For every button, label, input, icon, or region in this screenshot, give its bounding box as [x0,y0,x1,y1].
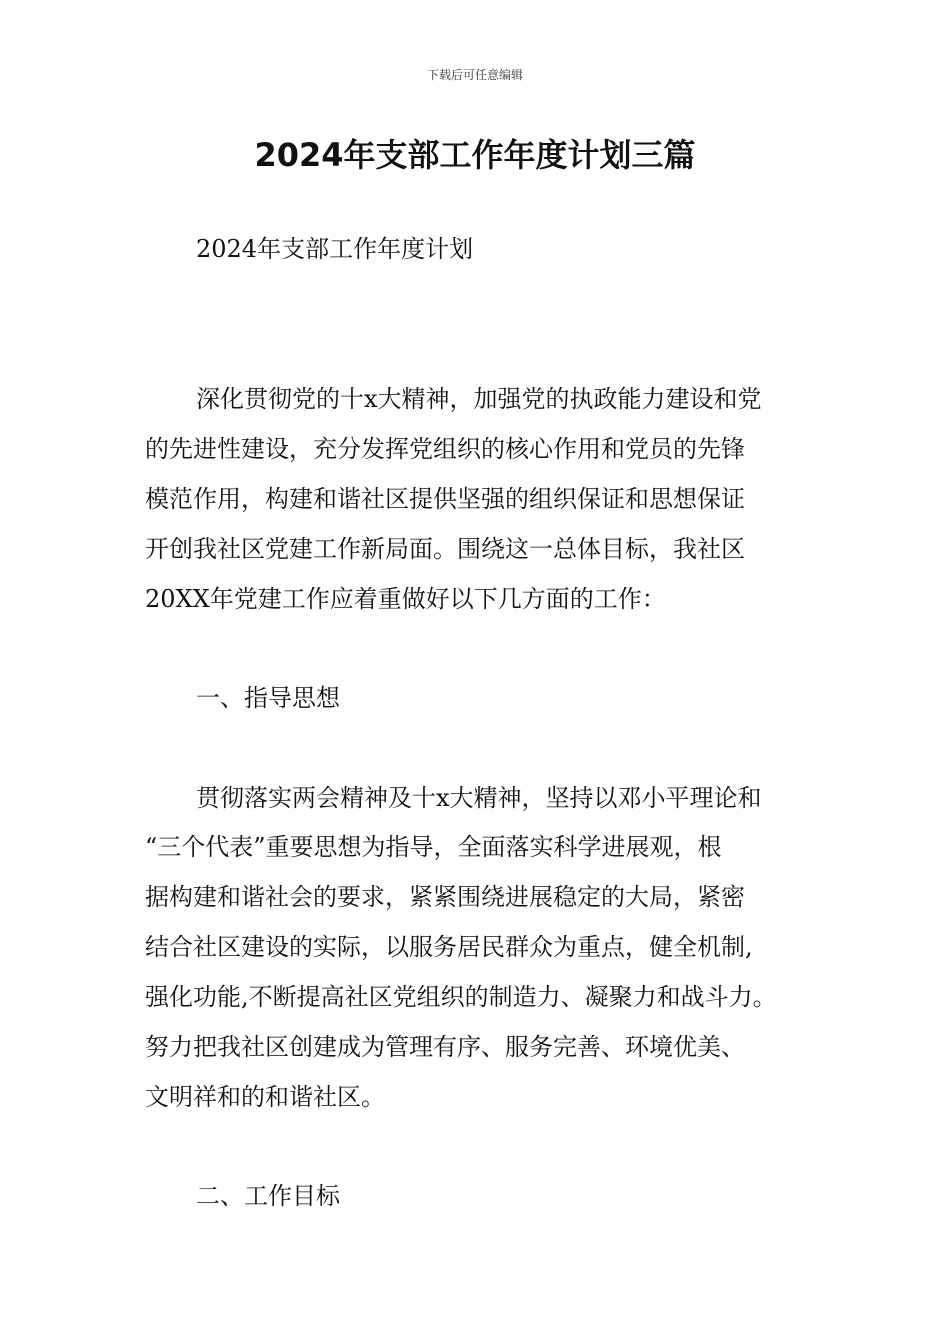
section1-line: “三个代表”重要思想为指导，全面落实科学进展观，根 [145,833,722,861]
section-heading-work-goals: 二、工作目标 [196,1182,340,1210]
section1-line: 努力把我社区创建成为管理有序、服务完善、环境优美、 [145,1033,745,1061]
section1-line: 贯彻落实两会精神及十x大精神，坚持以邓小平理论和 [196,784,762,812]
intro-line: 模范作用，构建和谐社区提供坚强的组织保证和思想保证 [145,485,745,513]
intro-line: 20XX年党建工作应着重做好以下几方面的工作： [145,585,666,613]
document-title: 2024年支部工作年度计划三篇 [254,136,696,174]
subtitle: 2024年支部工作年度计划 [196,235,474,263]
section1-line: 强化功能,不断提高社区党组织的制造力、凝聚力和战斗力。 [145,983,777,1011]
header-note: 下载后可任意编辑 [426,68,523,82]
section1-line: 结合社区建设的实际，以服务居民群众为重点，健全机制, [145,933,753,961]
intro-line: 深化贯彻党的十x大精神，加强党的执政能力建设和党 [196,385,762,413]
intro-line: 开创我社区党建工作新局面。围绕这一总体目标，我社区 [145,535,745,563]
intro-line: 的先进性建设，充分发挥党组织的核心作用和党员的先锋 [145,435,745,463]
section-heading-guiding-ideology: 一、指导思想 [196,684,340,712]
section1-line: 据构建和谐社会的要求，紧紧围绕进展稳定的大局，紧密 [145,883,745,911]
section1-line: 文明祥和的和谐社区。 [145,1083,385,1111]
